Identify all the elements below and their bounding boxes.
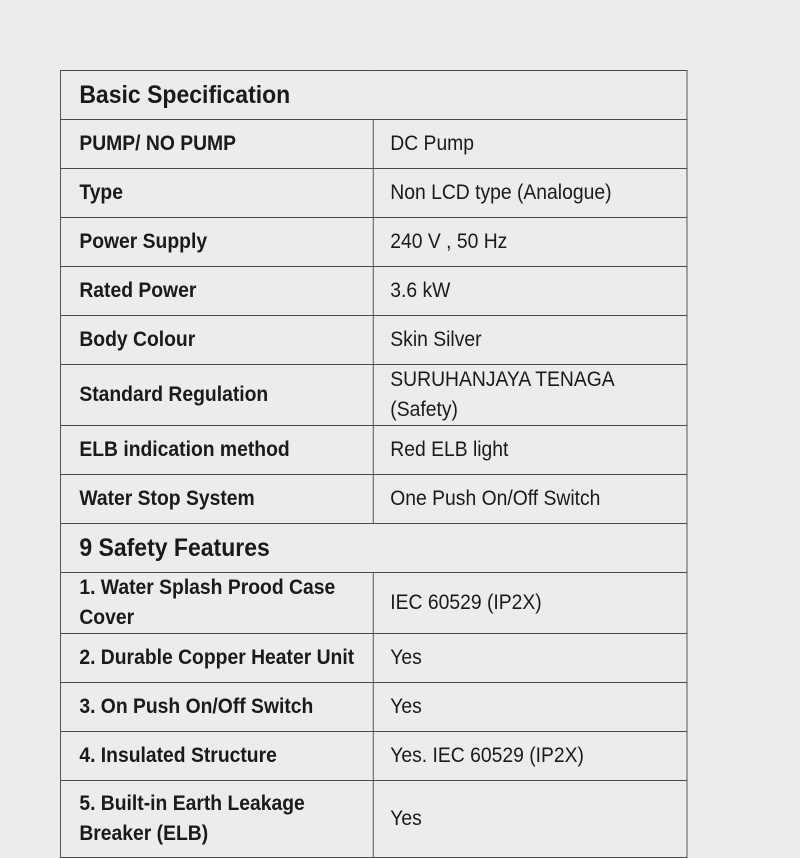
feature-value: Yes xyxy=(373,634,687,683)
table-row xyxy=(60,475,687,524)
feature-label: 5. Built-in Earth Leakage Breaker (ELB) xyxy=(60,781,373,858)
feature-label: 3. On Push On/Off Switch xyxy=(60,683,373,732)
spec-label: Rated Power xyxy=(60,267,373,316)
table-row xyxy=(60,218,687,267)
feature-label: 2. Durable Copper Heater Unit xyxy=(60,634,373,683)
spec-label: Body Colour xyxy=(60,316,373,365)
spec-label: ELB indication method xyxy=(60,426,373,475)
section-title: Basic Specification xyxy=(60,71,687,120)
table-row xyxy=(60,781,687,858)
spec-value: Skin Silver xyxy=(373,316,687,365)
spec-value: 3.6 kW xyxy=(373,267,687,316)
table-row xyxy=(60,120,687,169)
spec-value: One Push On/Off Switch xyxy=(373,475,687,524)
table-row xyxy=(60,365,687,426)
spec-value: SURUHANJAYA TENAGA (Safety) xyxy=(373,365,687,426)
feature-value: Yes. IEC 60529 (IP2X) xyxy=(373,732,687,781)
spec-value: 240 V , 50 Hz xyxy=(373,218,687,267)
section-header xyxy=(60,71,687,120)
table-row xyxy=(60,169,687,218)
spec-value: Red ELB light xyxy=(373,426,687,475)
feature-value: IEC 60529 (IP2X) xyxy=(373,573,687,634)
table-row xyxy=(60,316,687,365)
table-row xyxy=(60,683,687,732)
feature-value: Yes xyxy=(373,781,687,858)
section-title: 9 Safety Features xyxy=(60,524,687,573)
table-row xyxy=(60,573,687,634)
table-row xyxy=(60,732,687,781)
table-row xyxy=(60,267,687,316)
feature-label: 1. Water Splash Prood Case Cover xyxy=(60,573,373,634)
spec-value: Non LCD type (Analogue) xyxy=(373,169,687,218)
section-header xyxy=(60,524,687,573)
table-row xyxy=(60,426,687,475)
spec-label: Standard Regulation xyxy=(60,365,373,426)
spec-label: Water Stop System xyxy=(60,475,373,524)
spec-value: DC Pump xyxy=(373,120,687,169)
spec-label: Type xyxy=(60,169,373,218)
spec-label: Power Supply xyxy=(60,218,373,267)
spec-label: PUMP/ NO PUMP xyxy=(60,120,373,169)
spec-table xyxy=(60,70,687,858)
feature-label: 4. Insulated Structure xyxy=(60,732,373,781)
table-row xyxy=(60,634,687,683)
feature-value: Yes xyxy=(373,683,687,732)
